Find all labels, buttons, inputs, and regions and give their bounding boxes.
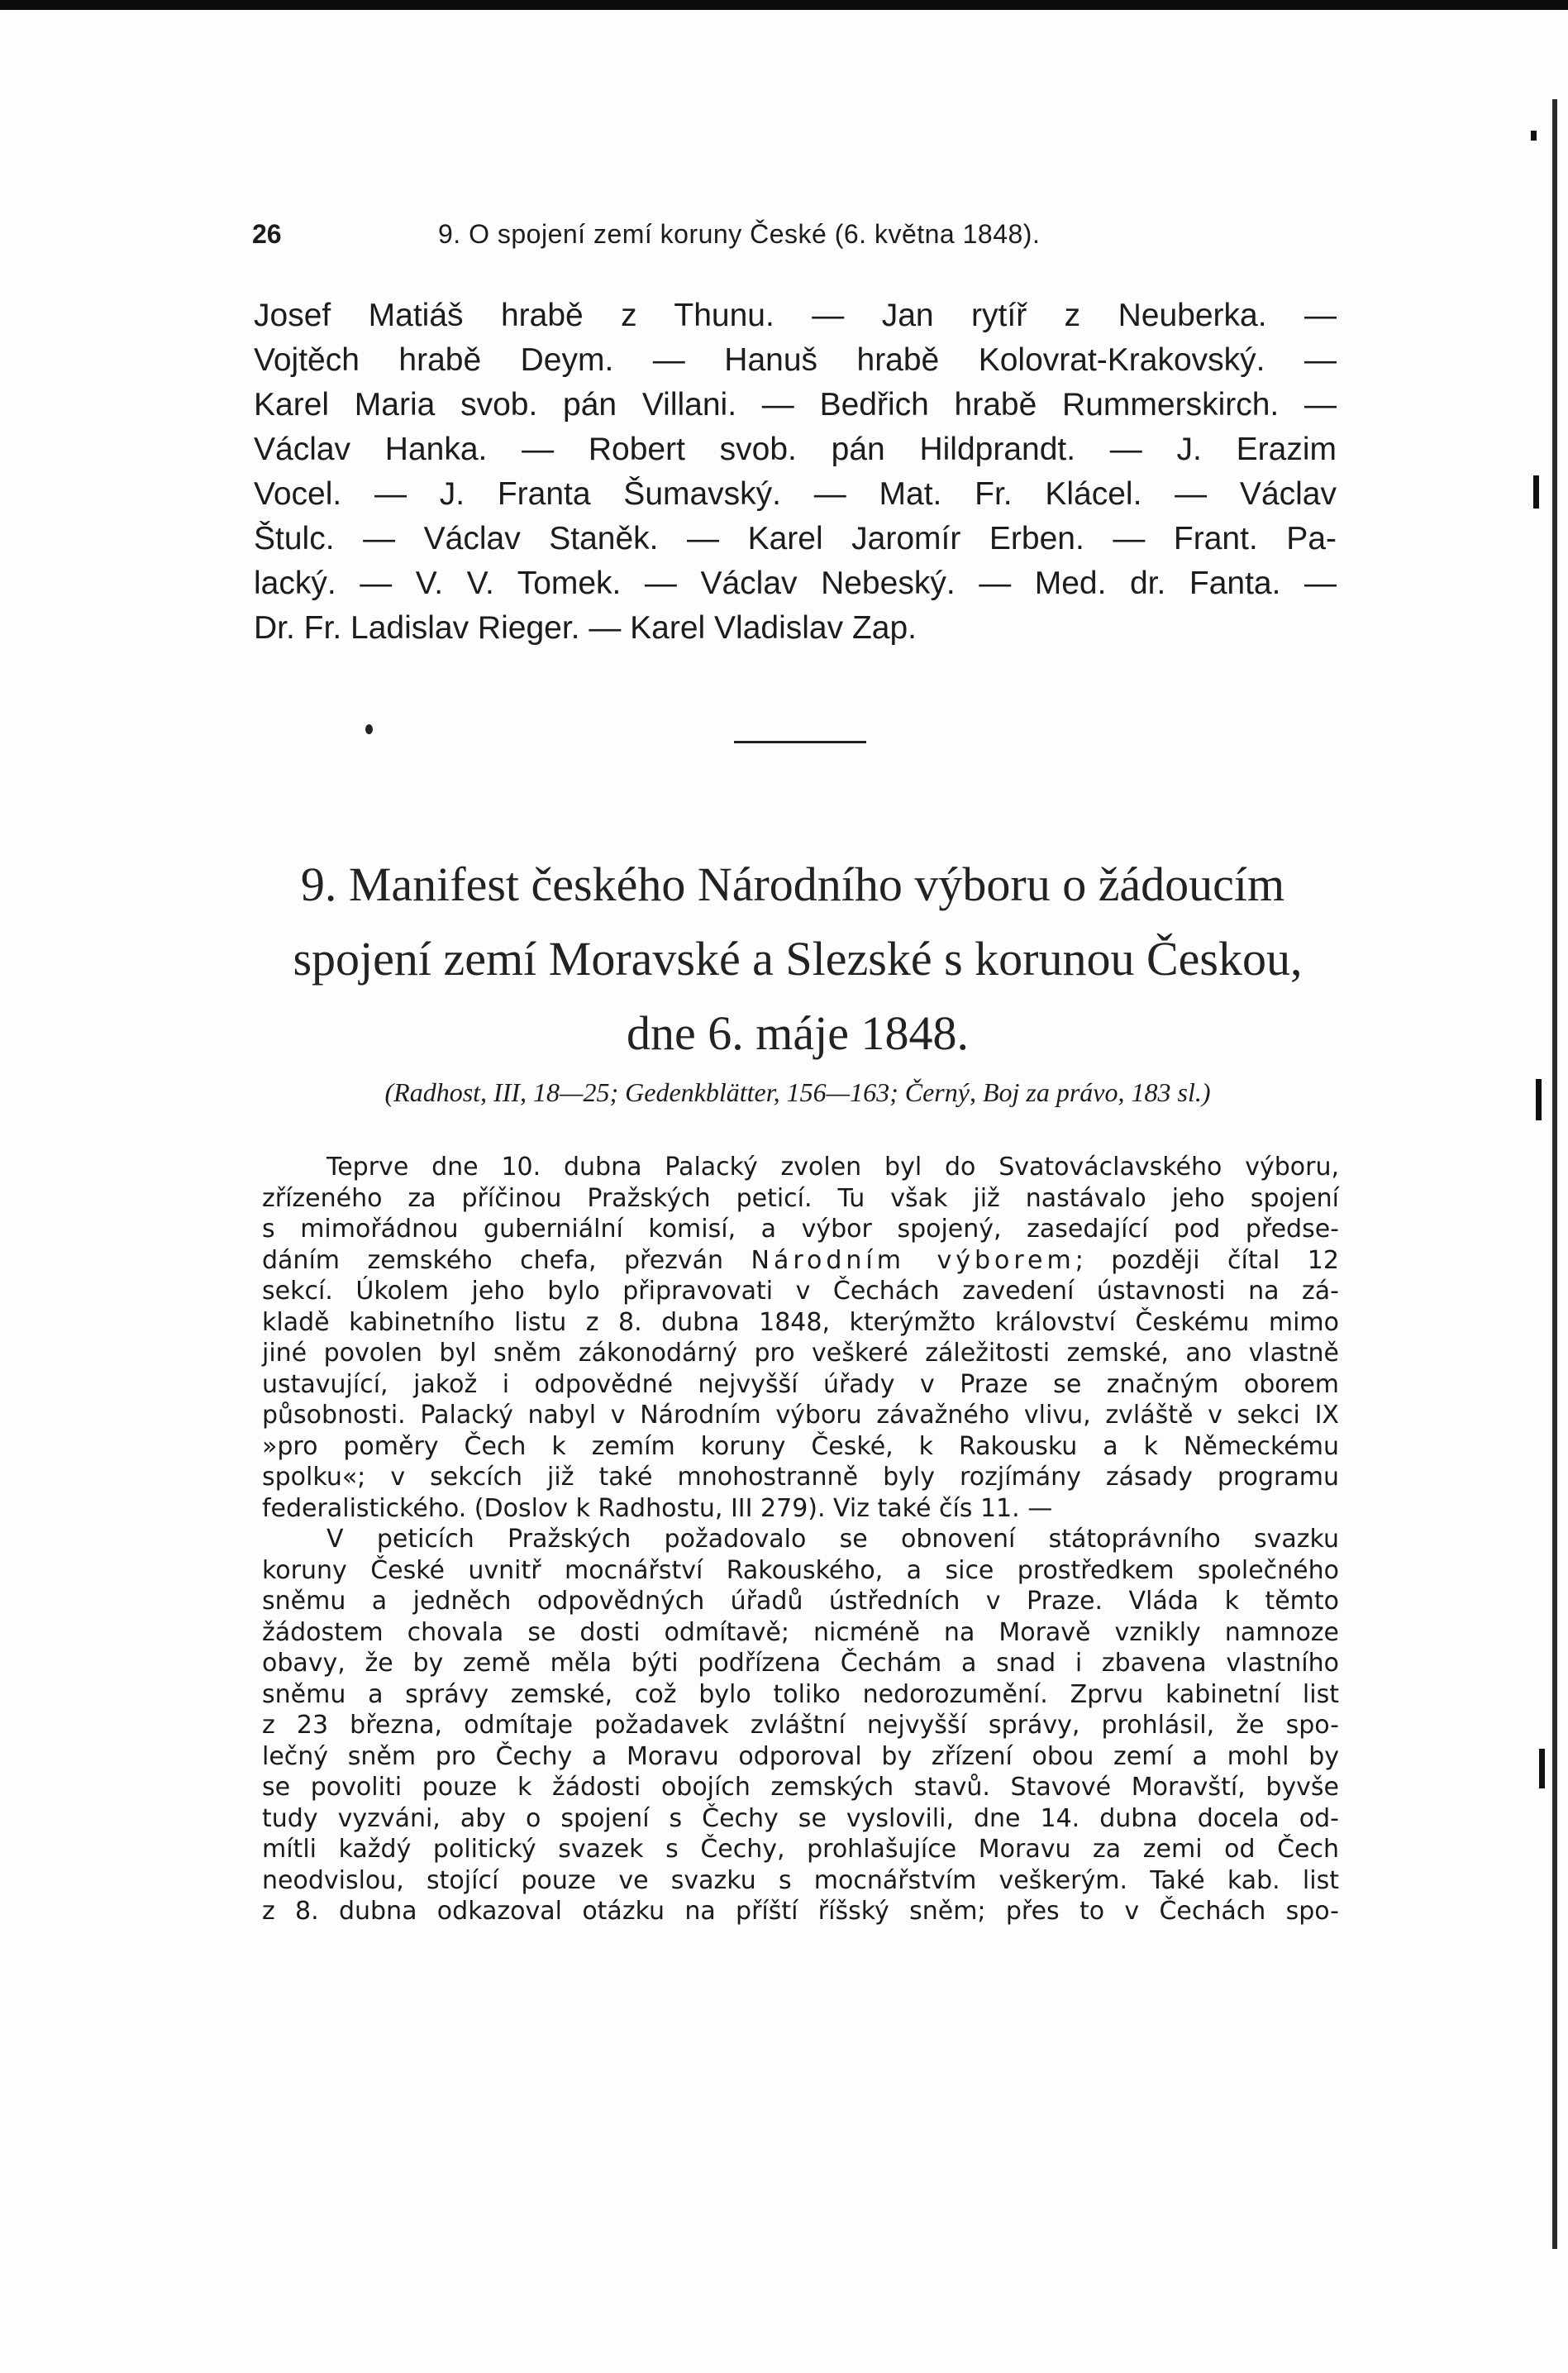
text-line — [262, 1245, 1339, 1277]
text-line: obavy, že by země měla býti podřízena Čechám a snad i zbavena vlastního — [262, 1649, 1339, 1678]
text-line: zřízeného za příčinou Pražských peticí. Tu však již nastávalo jeho spojení — [262, 1183, 1339, 1213]
signatories-line: Vojtěch hrabě Deym. — Hanuš hrabě Kolovrat-Krakovský. — — [254, 342, 1337, 378]
text-line: z 23 března, odmítaje požadavek zvláštní nejvyšší správy, prohlásil, že spo- — [262, 1711, 1339, 1740]
text-span: ; později čítal 12 — [1075, 1245, 1339, 1275]
text-line: neodvislou, stojící pouze ve svazku s mocnářstvím veškerým. Také kab. list — [262, 1865, 1339, 1895]
section-divider — [734, 741, 866, 743]
text-line: lečný sněm pro Čechy a Moravu odporoval by zřízení obou zemí a mohl by — [262, 1741, 1339, 1771]
text-line: V peticích Pražských požadovalo se obnovení státoprávního svazku — [326, 1525, 1339, 1554]
text-line: sněmu a správy zemské, což bylo toliko nedorozumění. Zprvu kabinetní list — [262, 1679, 1339, 1709]
title-line: spojení zemí Moravské a Slezské s korunou Českou, — [293, 932, 1303, 986]
signatories-line: Václav Hanka. — Robert svob. pán Hildprandt. — J. Erazim — [254, 432, 1337, 467]
text-line: mítli každý politický svazek s Čechy, prohlašujíce Moravu za zemi od Čech — [262, 1835, 1339, 1864]
signatories-line: Štulc. — Václav Staněk. — Karel Jaromír Erben. — Frant. Pa- — [254, 521, 1337, 556]
signatories-line: Karel Maria svob. pán Villani. — Bedřich hrabě Rummerskirch. — — [254, 387, 1337, 423]
scan-right-edge — [1552, 99, 1557, 2249]
text-line: sekcí. Úkolem jeho bylo připravovati v Čechách zavedení ústavnosti na zá- — [262, 1277, 1339, 1306]
text-line: sněmu a jedněch odpovědných úřadů ústředních v Praze. Vláda k těmto — [262, 1587, 1339, 1616]
scan-mark — [1531, 131, 1537, 141]
signatories-line: lacký. — V. V. Tomek. — Václav Nebeský. — Med. dr. Fanta. — — [254, 566, 1337, 601]
source-reference: (Radhost, III, 18—25; Gedenkblätter, 156—163; Černý, Boj za právo, 183 sl.) — [384, 1077, 1211, 1107]
signatories-line: Josef Matiáš hrabě z Thunu. — Jan rytíř z Neuberka. — — [254, 298, 1337, 333]
text-line: Teprve dne 10. dubna Palacký zvolen byl do Svatováclavského výboru, — [326, 1153, 1339, 1182]
text-line: žádostem chovala se dosti odmítavě; nicméně na Moravě vznikly namnoze — [262, 1617, 1339, 1647]
text-line: koruny České uvnitř mocnářství Rakouského, a sice prostředkem společného — [262, 1555, 1339, 1585]
text-line: působnosti. Palacký nabyl v Národním výboru závažného vlivu, zvláště v sekci IX — [262, 1401, 1339, 1430]
text-line: z 8. dubna odkazoval otázku na příští říšský sněm; přes to v Čechách spo- — [262, 1897, 1339, 1926]
scan-mark — [1533, 475, 1539, 508]
page-header — [252, 219, 1343, 260]
text-span: dáním zemského chefa, přezván — [262, 1245, 724, 1275]
body-text — [262, 1152, 1339, 1927]
text-line: kladě kabinetního listu z 8. dubna 1848, kterýmžto království Českému mimo — [262, 1307, 1339, 1337]
scan-mark — [1536, 1079, 1542, 1120]
signatories-line: Dr. Fr. Ladislav Rieger. — Karel Vladislav Zap. — [254, 610, 917, 646]
text-line: s mimořádnou guberniální komisí, a výbor spojený, zasedající pod předse- — [262, 1215, 1339, 1244]
emphasized-term: Národním výborem — [751, 1245, 1075, 1275]
text-line: jiné povolen byl sněm zákonodárný pro veškeré záležitosti zemské, ano vlastně — [262, 1339, 1339, 1368]
signatories-list — [254, 294, 1337, 651]
page-number: 26 — [252, 219, 282, 249]
ink-speck — [365, 724, 373, 734]
text-line: spolku«; v sekcích již také mnohostranně byly rozjímány zásady programu — [262, 1463, 1339, 1492]
running-head: 9. O spojení zemí koruny České (6. května 1848). — [438, 219, 1041, 249]
document-title — [248, 848, 1347, 1071]
text-line: federalistického. (Doslov k Radhostu, III 279). Viz také čís 11. — — [262, 1493, 1053, 1523]
title-line: 9. Manifest českého Národního výboru o žádoucím — [300, 857, 1285, 911]
title-line: dne 6. máje 1848. — [627, 1006, 969, 1060]
scan-mark — [1539, 1749, 1545, 1788]
text-line: tudy vyzváni, aby o spojení s Čechy se vyslovili, dne 14. dubna docela od- — [262, 1803, 1339, 1833]
text-line: »pro poměry Čech k zemím koruny České, k Rakousku a k Německému — [262, 1431, 1339, 1461]
scan-top-edge — [0, 0, 1568, 10]
signatories-line: Vocel. — J. Franta Šumavský. — Mat. Fr. Klácel. — Václav — [254, 476, 1337, 512]
text-line: ustavující, jakož i odpovědné nejvyšší úřady v Praze se značným oborem — [262, 1369, 1339, 1399]
text-line: se povoliti pouze k žádosti obojích zemských stavů. Stavové Moravští, byvše — [262, 1773, 1339, 1802]
